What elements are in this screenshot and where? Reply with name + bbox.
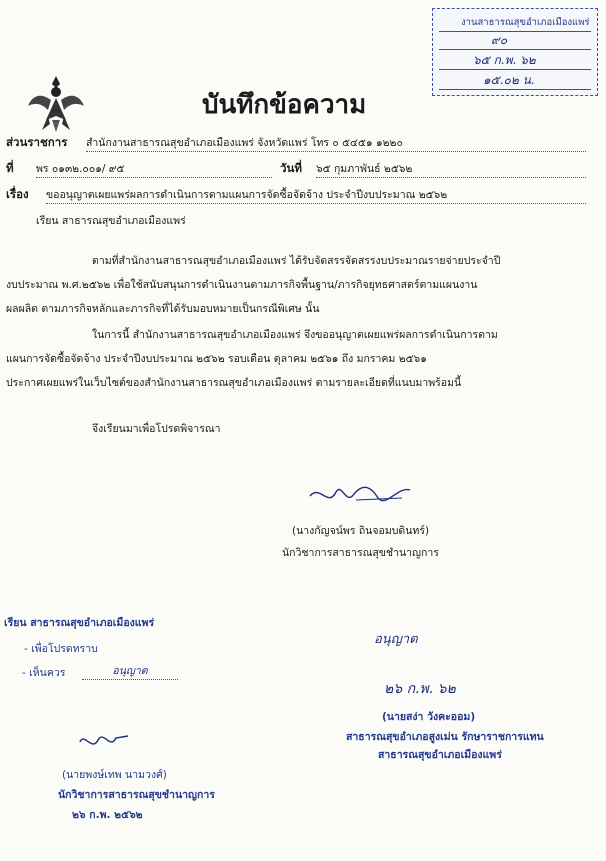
agency-value: สำนักงานสาธารณสุขอำเภอเมืองแพร่ จังหวัดแพร่ โทร ๐ ๕๔๕๑ ๑๒๒๐ — [86, 134, 586, 152]
signer-title: นักวิชาการสาธารณสุขชำนาญการ — [282, 547, 439, 559]
endorse-left-title: นักวิชาการสาธารณสุขชำนาญการ — [58, 789, 215, 801]
garuda-emblem-icon — [26, 72, 86, 134]
endorse-left-item1: - เพื่อโปรดทราบ — [24, 643, 98, 655]
endorse-left-to: เรียน สาธารณสุขอำเภอเมืองแพร่ — [4, 617, 155, 629]
subject-value: ขออนุญาตเผยแพร่ผลการดำเนินการตามแผนการจัดซื้อจัดจ้าง ประจำปีงบประมาณ ๒๕๖๒ — [46, 186, 586, 204]
endorse-right-title2: สาธารณสุขอำเภอเมืองแพร่ — [378, 749, 502, 761]
endorse-right-name: (นายสง่า วังคะออม) — [382, 711, 476, 723]
closing-line: จึงเรียนมาเพื่อโปรดพิจารณา — [92, 423, 221, 435]
endorse-left-date: ๒๖ ก.พ. ๒๕๖๒ — [72, 809, 143, 821]
endorse-left-name: (นายพงษ์เทพ นามวงศ์) — [62, 769, 167, 781]
endorse-left-item2: - เห็นควร — [22, 667, 66, 679]
stamp-office: งานสาธารณสุขอำเภอเมืองแพร่ — [461, 17, 590, 28]
endorse-right-title1: สาธารณสุขอำเภอสูงเม่น รักษาราชการแทน — [346, 731, 544, 743]
agency-label: ส่วนราชการ — [6, 135, 68, 149]
stamp-date: ๖๕ ก.พ. ๖๒ — [473, 53, 536, 67]
stamp-time: ๑๕.๐๒ น. — [483, 73, 535, 87]
endorse-left-fill: อนุญาต — [82, 662, 178, 680]
salutation: เรียน สาธารณสุขอำเภอเมืองแพร่ — [36, 215, 186, 227]
para2-line: แผนการจัดซื้อจัดจ้าง ประจำปีงบประมาณ ๒๕๖๒ รอบเดือน ตุลาคม ๒๕๖๑ ถึง มกราคม ๒๕๖๑ — [6, 353, 427, 365]
ref-value: พร ๐๑๓๒.๐๐๑/ ๙๕ — [36, 160, 272, 178]
para1-line: ตามที่สำนักงานสาธารณสุขอำเภอเมืองแพร่ ได้รับจัดสรรจัดสรรงบประมาณรายจ่ายประจำปี — [92, 255, 501, 267]
date-label: วันที่ — [280, 161, 302, 175]
para2-line: ในการนี้ สำนักงานสาธารณสุขอำเภอเมืองแพร่ จึงขออนุญาตเผยแพร่ผลการดำเนินการตาม — [92, 329, 498, 341]
memo-title: บันทึกข้อความ — [202, 90, 367, 120]
signer-name: (นางกัญจน์พร ถินจอมบดินทร์) — [292, 525, 430, 537]
subject-label: เรื่อง — [6, 187, 29, 201]
date-value: ๖๕ กุมภาพันธ์ ๒๕๖๒ — [316, 160, 586, 178]
signature-mark — [306, 478, 416, 514]
stamp-number: ๙๐ — [491, 33, 508, 47]
para2-line: ประกาศเผยแพร่ในเว็บไซต์ของสำนักงานสาธารณสุขอำเภอเมืองแพร่ ตามรายละเอียดที่แนบมาพร้อมนี้ — [6, 377, 462, 389]
receipt-stamp — [432, 8, 598, 96]
para1-line: งบประมาณ พ.ศ.๒๕๖๒ เพื่อใช้สนับสนุนการดำเนินงานตามภารกิจพื้นฐาน/ภารกิจยุทธศาสตร์ตามแผนงาน — [6, 279, 478, 291]
para1-line: ผลผลิต ตามภารกิจหลักและภารกิจที่ได้รับมอบหมายเป็นกรณีพิเศษ นั้น — [6, 303, 320, 315]
left-initials-mark — [74, 726, 134, 756]
ref-label: ที่ — [6, 161, 14, 175]
endorse-right-note: อนุญาต — [374, 632, 418, 647]
endorse-right-date: ๒๖ ก.พ. ๖๒ — [384, 681, 456, 697]
